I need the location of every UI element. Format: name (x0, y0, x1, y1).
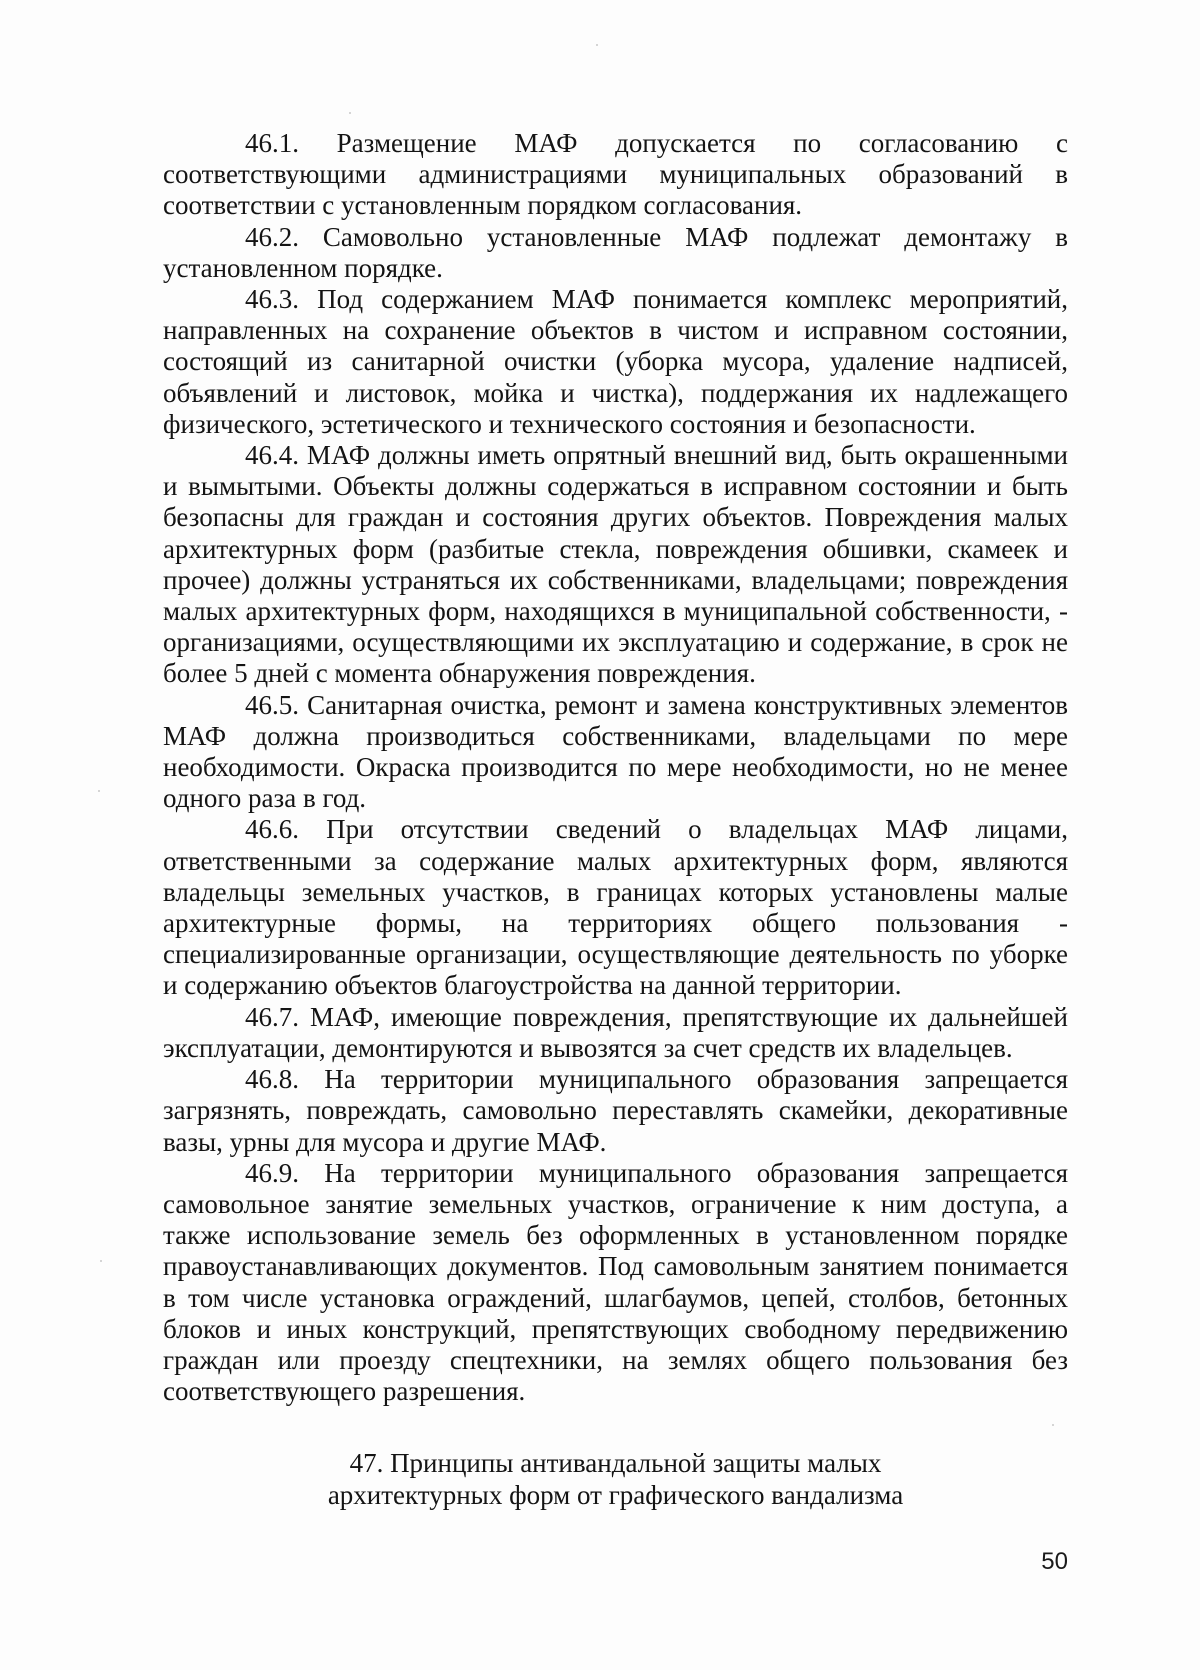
paragraph-46-4: 46.4. МАФ должны иметь опрятный внешний вид, быть окрашенными и вымытыми. Объекты должны содержаться в исправном состоянии и быть безопасны для граждан и состояния других объектов. Повреждения малых архитектурных форм (разбитые стекла, повреждения обшивки, скамеек и прочее) должны устраняться их собственниками, владельцами; повреждения малых архитектурных форм, находящихся в муниципальной собственности, - организациями, осуществляющими их эксплуатацию и содержание, в срок не более 5 дней с момента обнаружения повреждения. (163, 440, 1068, 689)
scan-speck (98, 790, 100, 792)
scan-speck (1052, 1424, 1054, 1426)
paragraph-46-1: 46.1. Размещение МАФ допускается по согласованию с соответствующими администрациями муниципальных образований в соответствии с установленным порядком согласования. (163, 128, 1068, 221)
page-number: 50 (1041, 1548, 1068, 1575)
section-heading-47 (163, 1448, 1068, 1511)
paragraph-46-3: 46.3. Под содержанием МАФ понимается комплекс мероприятий, направленных на сохранение объектов в чистом и исправном состоянии, состоящий из санитарной очистки (уборка мусора, удаление надписей, объявлений и листовок, мойка и чистка), поддержания их надлежащего физического, эстетического и технического состояния и безопасности. (163, 284, 1068, 439)
paragraph-46-2: 46.2. Самовольно установленные МАФ подлежат демонтажу в установленном порядке. (163, 221, 1068, 283)
section-heading-line-1: 47. Принципы антивандальной защиты малых (349, 1448, 882, 1478)
document-body (163, 128, 1068, 1407)
paragraph-46-7: 46.7. МАФ, имеющие повреждения, препятствующие их дальнейшей эксплуатации, демонтируются и вывозятся за счет средств их владельцев. (163, 1001, 1068, 1063)
scan-speck (100, 1260, 102, 1262)
scan-speck (349, 112, 351, 114)
scan-speck (596, 44, 598, 46)
paragraph-46-8: 46.8. На территории муниципального образования запрещается загрязнять, повреждать, самовольно переставлять скамейки, декоративные вазы, урны для мусора и другие МАФ. (163, 1064, 1068, 1157)
paragraph-46-6: 46.6. При отсутствии сведений о владельцах МАФ лицами, ответственными за содержание малых архитектурных форм, являются владельцы земельных участков, в границах которых установлены малые архитектурные формы, на территориях общего пользования - специализированные организации, осуществляющие деятельность по уборке и содержанию объектов благоустройства на данной территории. (163, 814, 1068, 1001)
paragraph-46-5: 46.5. Санитарная очистка, ремонт и замена конструктивных элементов МАФ должна производиться собственниками, владельцами по мере необходимости. Окраска производится по мере необходимости, но не менее одного раза в год. (163, 689, 1068, 814)
paragraph-46-9: 46.9. На территории муниципального образования запрещается самовольное занятие земельных участков, ограничение к ним доступа, а также использование земель без оформленных в установленном порядке правоустанавливающих документов. Под самовольным занятием понимается в том числе установка ограждений, шлагбаумов, цепей, столбов, бетонных блоков и иных конструкций, препятствующих свободному передвижению граждан или проезду спецтехники, на землях общего пользования без соответствующего разрешения. (163, 1157, 1068, 1407)
section-heading-line-2: архитектурных форм от графического вандализма (327, 1479, 904, 1510)
